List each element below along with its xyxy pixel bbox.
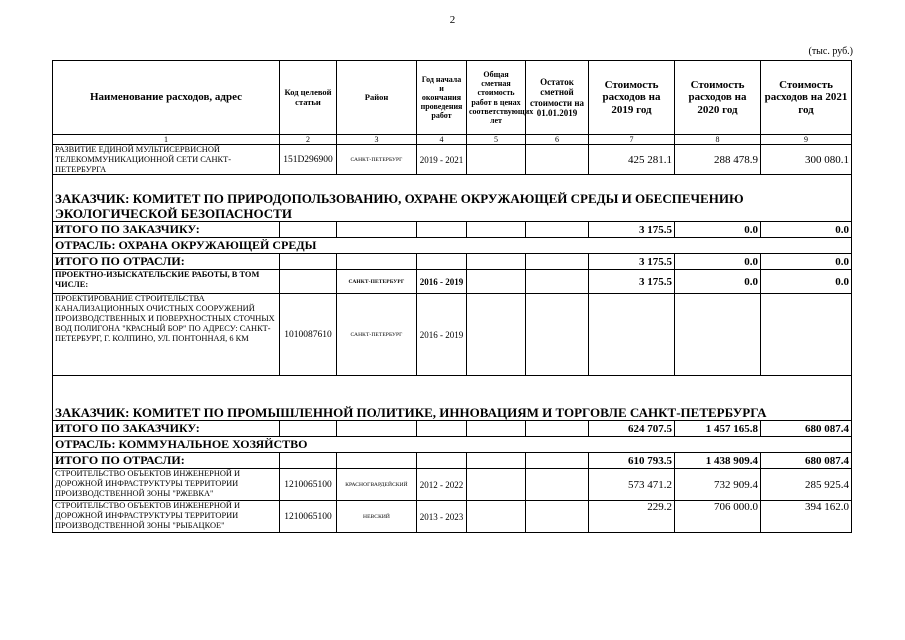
units-label: (тыс. руб.): [808, 46, 853, 57]
total-cost-2019: 3 175.5: [589, 254, 675, 270]
total-cost-2021: 0.0: [761, 222, 852, 238]
customer-total-label: ИТОГО ПО ЗАКАЗЧИКУ:: [53, 421, 280, 437]
header-cost-2020: Стоимость расходов на 2020 год: [675, 61, 761, 135]
total-cost-2021: 0.0: [761, 254, 852, 270]
row-cost-2020: 0.0: [675, 270, 761, 294]
customer-section-row: [53, 376, 852, 421]
header-cost-2019: Стоимость расходов на 2019 год: [589, 61, 675, 135]
header-period: Год начала и окончания проведения работ: [417, 61, 467, 135]
total-cost-2020: 0.0: [675, 222, 761, 238]
row-code: [280, 270, 337, 294]
row-code: 1010087610: [280, 294, 337, 376]
row-period: 2013 - 2023: [417, 501, 467, 533]
total-cost-2021: 680 087.4: [761, 453, 852, 469]
row-cost-2021: 300 080.1: [761, 145, 852, 175]
row-period: 2019 - 2021: [417, 145, 467, 175]
total-cost-2019: 610 793.5: [589, 453, 675, 469]
table-row: [53, 145, 852, 175]
header-remaining: Остаток сметной стоимости на 01.01.2019: [526, 61, 589, 135]
row-cost-2020: 706 000.0: [675, 501, 761, 533]
column-number: 1: [53, 135, 280, 145]
header-total-cost: Общая сметная стоимость работ в ценах соответствующих лет: [467, 61, 526, 135]
total-cost-2019: 3 175.5: [589, 222, 675, 238]
budget-table: [52, 60, 852, 533]
table-row: [53, 294, 852, 376]
table-row: [53, 270, 852, 294]
total-cost-2020: 1 457 165.8: [675, 421, 761, 437]
industry-total-row: [53, 453, 852, 469]
row-period: 2016 - 2019: [417, 270, 467, 294]
customer-section-row: [53, 175, 852, 222]
column-number: 6: [526, 135, 589, 145]
page-number: 2: [449, 14, 456, 26]
total-cost-2020: 1 438 909.4: [675, 453, 761, 469]
column-number-row: [53, 135, 852, 145]
row-cost-2021: 0.0: [761, 270, 852, 294]
customer-total-label: ИТОГО ПО ЗАКАЗЧИКУ:: [53, 222, 280, 238]
row-cost-2020: 288 478.9: [675, 145, 761, 175]
row-district: КРАСНОГВАРДЕЙСКИЙ: [337, 469, 417, 501]
industry-section-row: [53, 238, 852, 254]
customer-title: ЗАКАЗЧИК: КОМИТЕТ ПО ПРОМЫШЛЕННОЙ ПОЛИТИКЕ, ИННОВАЦИЯМ И ТОРГОВЛЕ САНКТ-ПЕТЕРБУРГА: [53, 376, 852, 421]
column-number: 8: [675, 135, 761, 145]
customer-total-row: [53, 222, 852, 238]
industry-total-label: ИТОГО ПО ОТРАСЛИ:: [53, 453, 280, 469]
industry-section-row: [53, 437, 852, 453]
row-cost-2020: 732 909.4: [675, 469, 761, 501]
row-district: САНКТ-ПЕТЕРБУРГ: [337, 270, 417, 294]
column-number: 2: [280, 135, 337, 145]
row-code: 1210065100: [280, 469, 337, 501]
row-name: СТРОИТЕЛЬСТВО ОБЪЕКТОВ ИНЖЕНЕРНОЙ И ДОРОЖНОЙ ИНФРАСТРУКТУРЫ ТЕРРИТОРИИ ПРОИЗВОДСТВЕННОЙ ЗОНЫ "РЫБАЦКОЕ": [53, 501, 280, 533]
row-cost-2019: 573 471.2: [589, 469, 675, 501]
row-remaining: [526, 145, 589, 175]
industry-total-row: [53, 254, 852, 270]
customer-title: ЗАКАЗЧИК: КОМИТЕТ ПО ПРИРОДОПОЛЬЗОВАНИЮ, ОХРАНЕ ОКРУЖАЮЩЕЙ СРЕДЫ И ОБЕСПЕЧЕНИЮ ЭКОЛОГИЧЕСКОЙ БЕЗОПАСНОСТИ: [53, 175, 852, 222]
industry-title: ОТРАСЛЬ: ОХРАНА ОКРУЖАЮЩЕЙ СРЕДЫ: [53, 238, 852, 254]
industry-title: ОТРАСЛЬ: КОММУНАЛЬНОЕ ХОЗЯЙСТВО: [53, 437, 852, 453]
column-number: 7: [589, 135, 675, 145]
row-district: НЕВСКИЙ: [337, 501, 417, 533]
table-row: [53, 469, 852, 501]
column-number: 3: [337, 135, 417, 145]
row-cost-2021: 394 162.0: [761, 501, 852, 533]
row-total-cost: [467, 145, 526, 175]
industry-total-label: ИТОГО ПО ОТРАСЛИ:: [53, 254, 280, 270]
header-district: Район: [337, 61, 417, 135]
row-period: 2016 - 2019: [417, 294, 467, 376]
total-cost-2021: 680 087.4: [761, 421, 852, 437]
row-code: 151D296900: [280, 145, 337, 175]
row-cost-2019: 3 175.5: [589, 270, 675, 294]
row-district: САНКТ-ПЕТЕРБУРГ: [337, 145, 417, 175]
header-cost-2021: Стоимость расходов на 2021 год: [761, 61, 852, 135]
header-code: Код целевой статьи: [280, 61, 337, 135]
row-name: ПРОЕКТНО-ИЗЫСКАТЕЛЬСКИЕ РАБОТЫ, В ТОМ ЧИСЛЕ:: [53, 270, 280, 294]
column-number: 9: [761, 135, 852, 145]
table-row: [53, 501, 852, 533]
total-cost-2019: 624 707.5: [589, 421, 675, 437]
customer-total-row: [53, 421, 852, 437]
header-name: Наименование расходов, адрес: [53, 61, 280, 135]
column-number: 4: [417, 135, 467, 145]
total-cost-2020: 0.0: [675, 254, 761, 270]
row-cost-2019: 425 281.1: [589, 145, 675, 175]
header-row: [53, 61, 852, 135]
column-number: 5: [467, 135, 526, 145]
row-name: РАЗВИТИЕ ЕДИНОЙ МУЛЬТИСЕРВИСНОЙ ТЕЛЕКОММУНИКАЦИОННОЙ СЕТИ САНКТ-ПЕТЕРБУРГА: [53, 145, 280, 175]
row-name: ПРОЕКТИРОВАНИЕ СТРОИТЕЛЬСТВА КАНАЛИЗАЦИОННЫХ ОЧИСТНЫХ СООРУЖЕНИЙ ПРОИЗВОДСТВЕННЫХ И ПОВЕРХНОСТНЫХ СТОЧНЫХ ВОД ПОЛИГОНА "КРАСНЫЙ БОР" ПО АДРЕСУ: САНКТ-ПЕТЕРБУРГ, Г. КОЛПИНО, УЛ. ПОНТОННАЯ, 6 КМ: [53, 294, 280, 376]
row-period: 2012 - 2022: [417, 469, 467, 501]
row-district: САНКТ-ПЕТЕРБУРГ: [337, 294, 417, 376]
row-name: СТРОИТЕЛЬСТВО ОБЪЕКТОВ ИНЖЕНЕРНОЙ И ДОРОЖНОЙ ИНФРАСТРУКТУРЫ ТЕРРИТОРИИ ПРОИЗВОДСТВЕННОЙ ЗОНЫ "РЖЕВКА": [53, 469, 280, 501]
row-cost-2019: 229.2: [589, 501, 675, 533]
row-cost-2021: 285 925.4: [761, 469, 852, 501]
row-code: 1210065100: [280, 501, 337, 533]
